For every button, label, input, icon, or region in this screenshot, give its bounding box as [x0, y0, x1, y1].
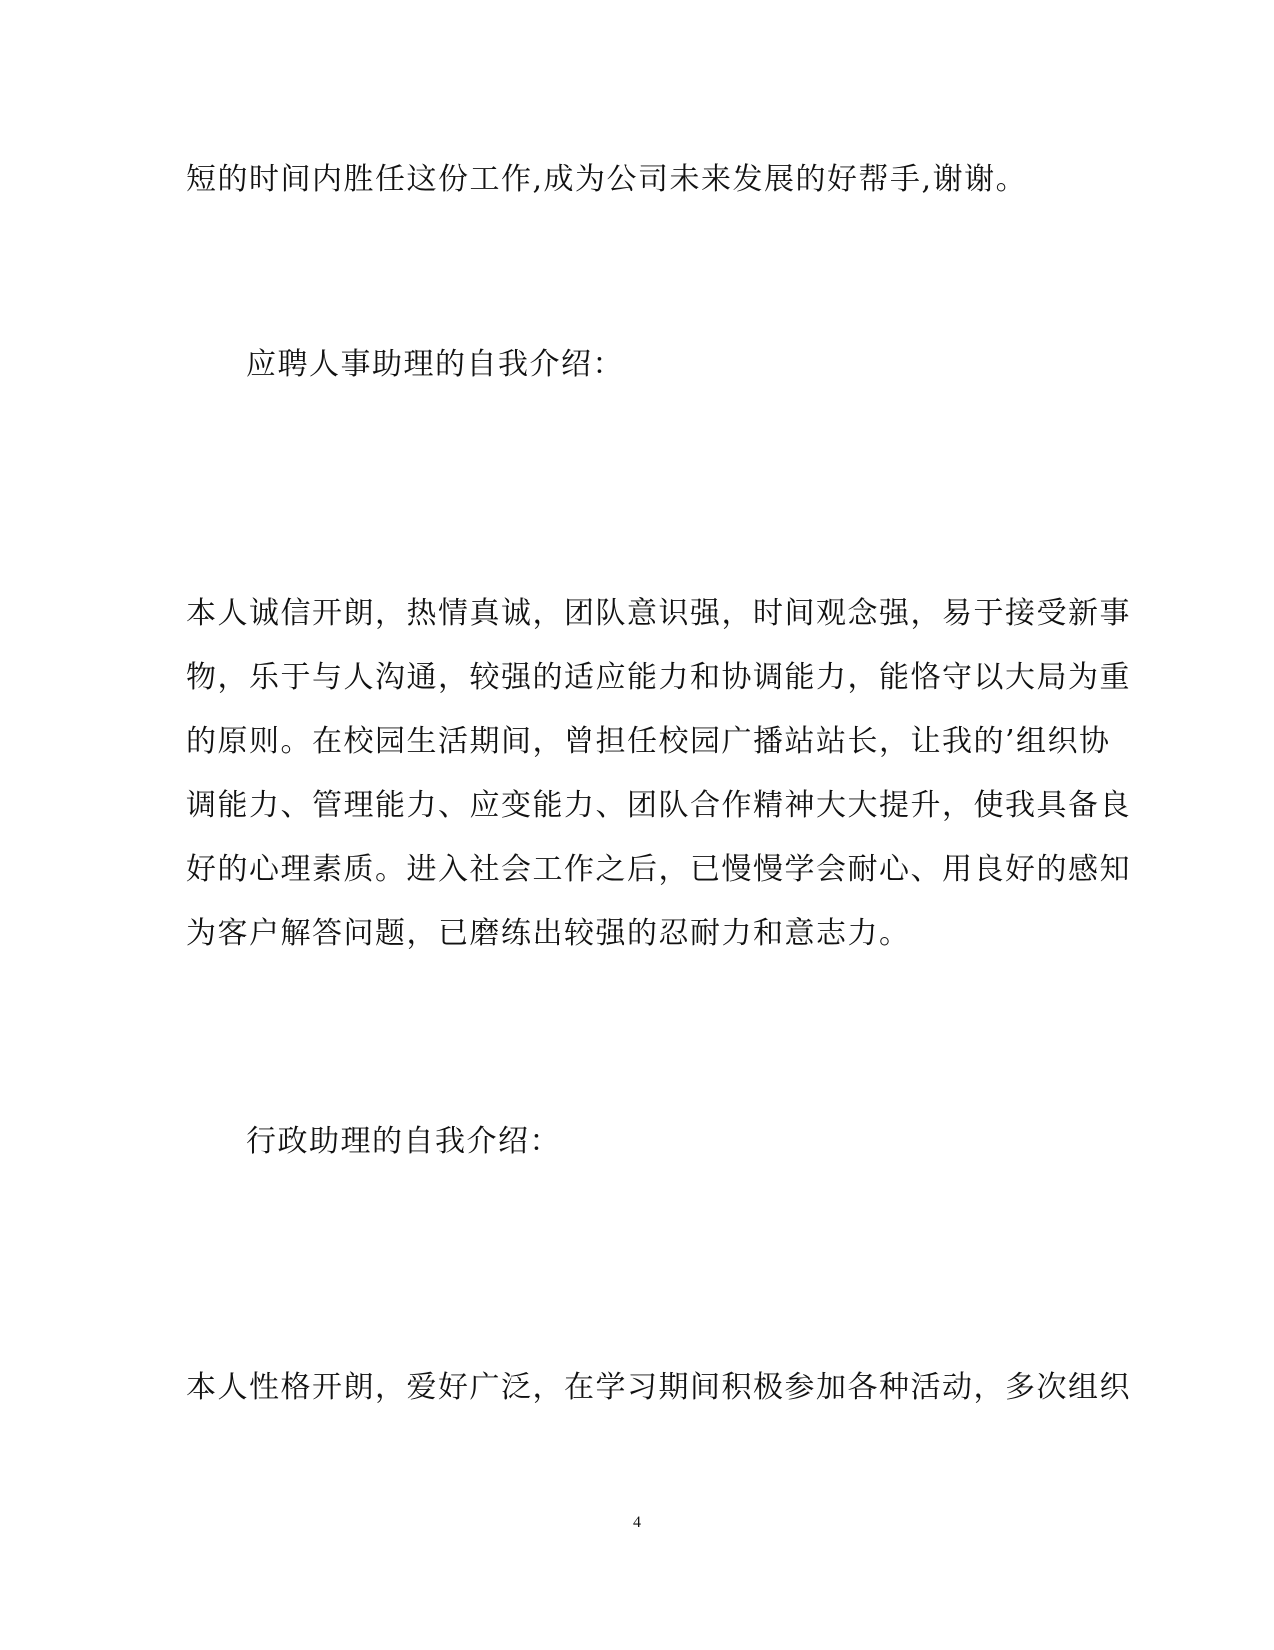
section-heading-hr-assistant: 应聘人事助理的自我介绍： [246, 347, 624, 382]
paragraph-line: 调能力、管理能力、应变能力、团队合作精神大大提升，使我具备良 [186, 788, 1131, 823]
paragraph-line: 本人性格开朗，爱好广泛，在学习期间积极参加各种活动，多次组织 [186, 1370, 1131, 1405]
paragraph-line: 为客户解答问题，已磨练出较强的忍耐力和意志力。 [186, 916, 911, 951]
paragraph-line: 本人诚信开朗，热情真诚，团队意识强，时间观念强，易于接受新事 [186, 596, 1131, 631]
text-line-continuation: 短的时间内胜任这份工作,成为公司未来发展的好帮手,谢谢。 [186, 162, 1028, 197]
paragraph-line: 的原则。在校园生活期间，曾担任校园广播站站长，让我的’组织协 [186, 724, 1111, 759]
paragraph-line: 物，乐于与人沟通，较强的适应能力和协调能力，能恪守以大局为重 [186, 660, 1131, 695]
page-number: 4 [633, 1514, 641, 1531]
paragraph-line: 好的心理素质。进入社会工作之后，已慢慢学会耐心、用良好的感知 [186, 852, 1131, 887]
section-heading-admin-assistant: 行政助理的自我介绍： [246, 1124, 561, 1159]
